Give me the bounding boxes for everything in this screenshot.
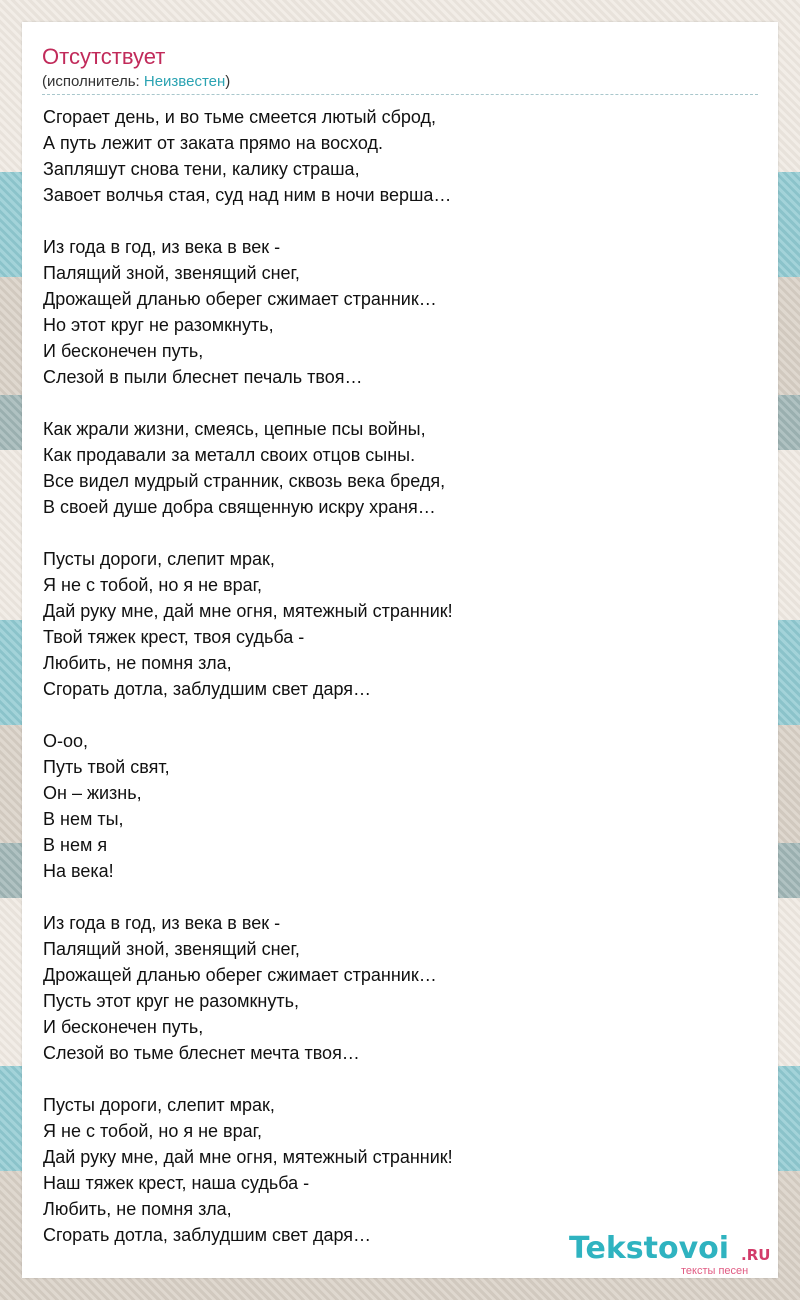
performer-suffix: ) (225, 73, 231, 90)
performer-prefix: (исполнитель: (42, 73, 144, 90)
lyric-line: Запляшут снова тени, калику страша, (43, 159, 360, 179)
lyric-line: Завоет волчья стая, суд над ним в ночи верша… (43, 185, 452, 205)
stanza-break (43, 390, 758, 416)
lyric-line: Я не с тобой, но я не враг, (43, 1121, 262, 1141)
performer-line (42, 72, 230, 92)
stanza-break (43, 1066, 758, 1092)
lyric-line: Из года в год, из века в век - (43, 237, 281, 257)
lyric-line: И бесконечен путь, (43, 1017, 204, 1037)
lyric-line: Сгорать дотла, заблудшим свет даря… (43, 1225, 372, 1245)
lyric-line: Слезой во тьме блеснет мечта твоя… (43, 1043, 360, 1063)
lyric-line: Я не с тобой, но я не враг, (43, 575, 262, 595)
lyric-line: Дай руку мне, дай мне огня, мятежный странник! (43, 601, 453, 621)
lyric-line: Палящий зной, звенящий снег, (43, 939, 300, 959)
logo-tld: .RU (741, 1246, 771, 1264)
lyric-line: Все видел мудрый странник, сквозь века бредя, (43, 471, 446, 491)
lyrics-body (43, 104, 758, 1248)
lyric-line: А путь лежит от заката прямо на восход. (43, 133, 384, 153)
lyric-line: Пусты дороги, слепит мрак, (43, 549, 275, 569)
lyric-line: Как продавали за металл своих отцов сыны. (43, 445, 416, 465)
lyric-line: Он – жизнь, (43, 783, 142, 803)
lyric-line: Слезой в пыли блеснет печаль твоя… (43, 367, 363, 387)
lyric-line: На века! (43, 861, 114, 881)
lyric-line: Любить, не помня зла, (43, 653, 232, 673)
lyric-line: Из года в год, из века в век - (43, 913, 281, 933)
lyric-line: В нем ты, (43, 809, 124, 829)
lyric-line: Любить, не помня зла, (43, 1199, 232, 1219)
lyric-line: Пусть этот круг не разомкнуть, (43, 991, 299, 1011)
stanza-break (43, 884, 758, 910)
title-divider (42, 94, 758, 95)
lyric-line: В нем я (43, 835, 108, 855)
stanza-break (43, 208, 758, 234)
lyric-line: О-оо, (43, 731, 89, 751)
lyric-line: Сгорать дотла, заблудшим свет даря… (43, 679, 372, 699)
lyrics-card (22, 22, 778, 1278)
lyric-line: Как жрали жизни, смеясь, цепные псы войны, (43, 419, 426, 439)
lyric-line: Но этот круг не разомкнуть, (43, 315, 274, 335)
lyric-line: Дрожащей дланью оберег сжимает странник… (43, 965, 437, 985)
lyric-line: Палящий зной, звенящий снег, (43, 263, 300, 283)
lyric-line: Дай руку мне, дай мне огня, мятежный странник! (43, 1147, 453, 1167)
lyric-line: Наш тяжек крест, наша судьба - (43, 1173, 310, 1193)
stanza-break (43, 702, 758, 728)
logo-name: Tekstovoi (569, 1231, 730, 1266)
lyric-line: Твой тяжек крест, твоя судьба - (43, 627, 305, 647)
lyric-line: И бесконечен путь, (43, 341, 204, 361)
site-logo[interactable] (569, 1232, 779, 1282)
stanza-break (43, 520, 758, 546)
lyric-line: Пусты дороги, слепит мрак, (43, 1095, 275, 1115)
song-title: Отсутствует (42, 44, 166, 69)
lyric-line: Путь твой свят, (43, 757, 170, 777)
logo-tagline: тексты песен (681, 1265, 749, 1277)
lyric-line: В своей душе добра священную искру храня… (43, 497, 436, 517)
lyric-line: Сгорает день, и во тьме смеется лютый сброд, (43, 107, 437, 127)
lyric-line: Дрожащей дланью оберег сжимает странник… (43, 289, 437, 309)
performer-link[interactable]: Неизвестен (143, 73, 226, 90)
